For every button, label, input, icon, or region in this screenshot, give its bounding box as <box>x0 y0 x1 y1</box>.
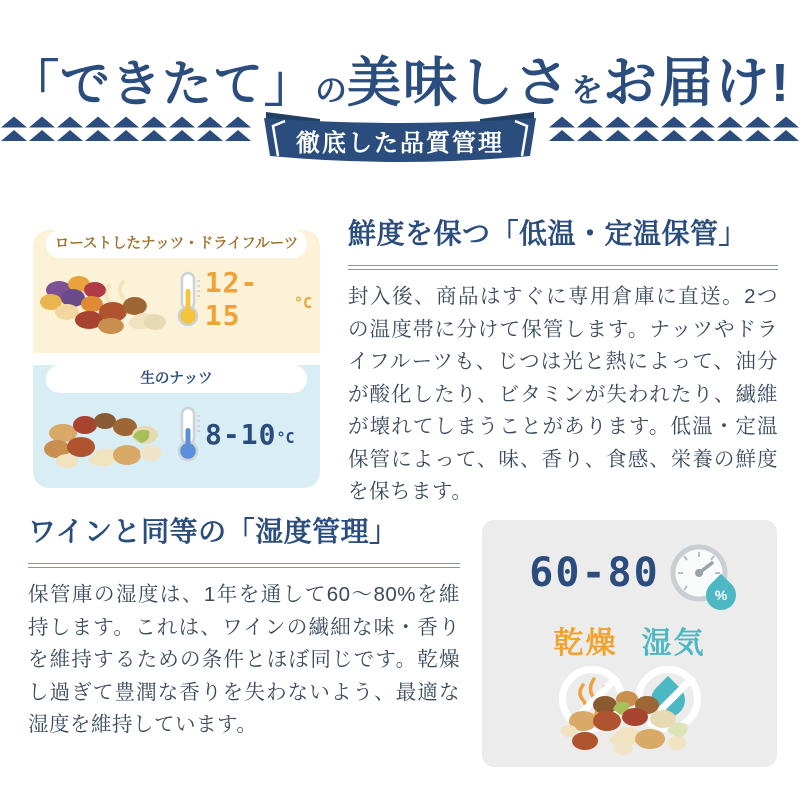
temp-row <box>33 393 320 473</box>
title-part: の <box>314 72 347 108</box>
temp-card-raw <box>33 365 320 488</box>
decorative-pattern-row <box>0 106 800 168</box>
freshness-body: 封入後、商品はすぐに専用倉庫に直送。2つの温度帯に分けて保管します。ナッツやドライフルーツも、じつは光と熱によって、油分が酸化したり、ビタミンが失われたり、繊維が壊れてしまうことがあります。低温・定温保管によって、味、香り、食感、栄養の鮮度を保ちます。 <box>348 285 778 503</box>
quality-banner-ribbon <box>258 106 542 168</box>
temperature-value: 12-15 <box>204 266 259 332</box>
freshness-section <box>348 212 778 509</box>
moisture-label: 湿気 <box>641 627 706 660</box>
gauge-icon <box>668 542 730 604</box>
humidity-text-section <box>28 510 460 742</box>
banner-label: 徹底した品質管理 <box>296 130 504 157</box>
freshness-heading: 鮮度を保つ「低温・定温保管」 <box>348 218 748 249</box>
thermometer-icon <box>175 271 201 327</box>
humidity-range-value: 60-80 <box>529 550 660 596</box>
temperature-unit: °C <box>293 294 312 312</box>
heading-divider <box>28 563 460 568</box>
temp-row <box>33 258 320 338</box>
card-label-pill: 生のナッツ <box>46 365 307 393</box>
roasted-nuts-illustration <box>37 260 175 338</box>
title-part: 「できたて」 <box>8 56 315 112</box>
temperature-value: 8-10 <box>205 417 277 451</box>
temperature-cards <box>33 218 320 488</box>
dry-label: 乾燥 <box>553 627 618 660</box>
title-part: を <box>571 72 604 108</box>
humidity-card <box>482 520 777 767</box>
title-part: 美味しさ <box>347 53 571 113</box>
triangle-pattern-left <box>0 115 252 142</box>
thermometer-icon <box>175 406 201 462</box>
percent-label: % <box>714 586 727 603</box>
humidity-range-row <box>482 542 777 604</box>
triangle-pattern-right <box>548 115 800 142</box>
title-part: お届け! <box>603 53 791 113</box>
raw-nuts-illustration <box>37 395 175 473</box>
temperature-unit: °C <box>276 429 295 447</box>
humidity-heading: ワインと同等の「湿度管理」 <box>28 516 398 547</box>
nuts-illustration <box>555 687 705 757</box>
temp-card-roasted <box>33 230 320 353</box>
heading-divider <box>348 265 778 270</box>
humidity-body: 保管庫の湿度は、1年を通して60〜80%を維持します。これは、ワインの繊細な味・香りを維持するための条件とほぼ同じです。乾燥し過ぎて豊潤な香りを失わないよう、最適な湿度を維持しています。 <box>28 583 460 736</box>
humidity-labels <box>482 618 777 662</box>
card-label-pill: ローストしたナッツ・ドライフルーツ <box>46 230 307 258</box>
